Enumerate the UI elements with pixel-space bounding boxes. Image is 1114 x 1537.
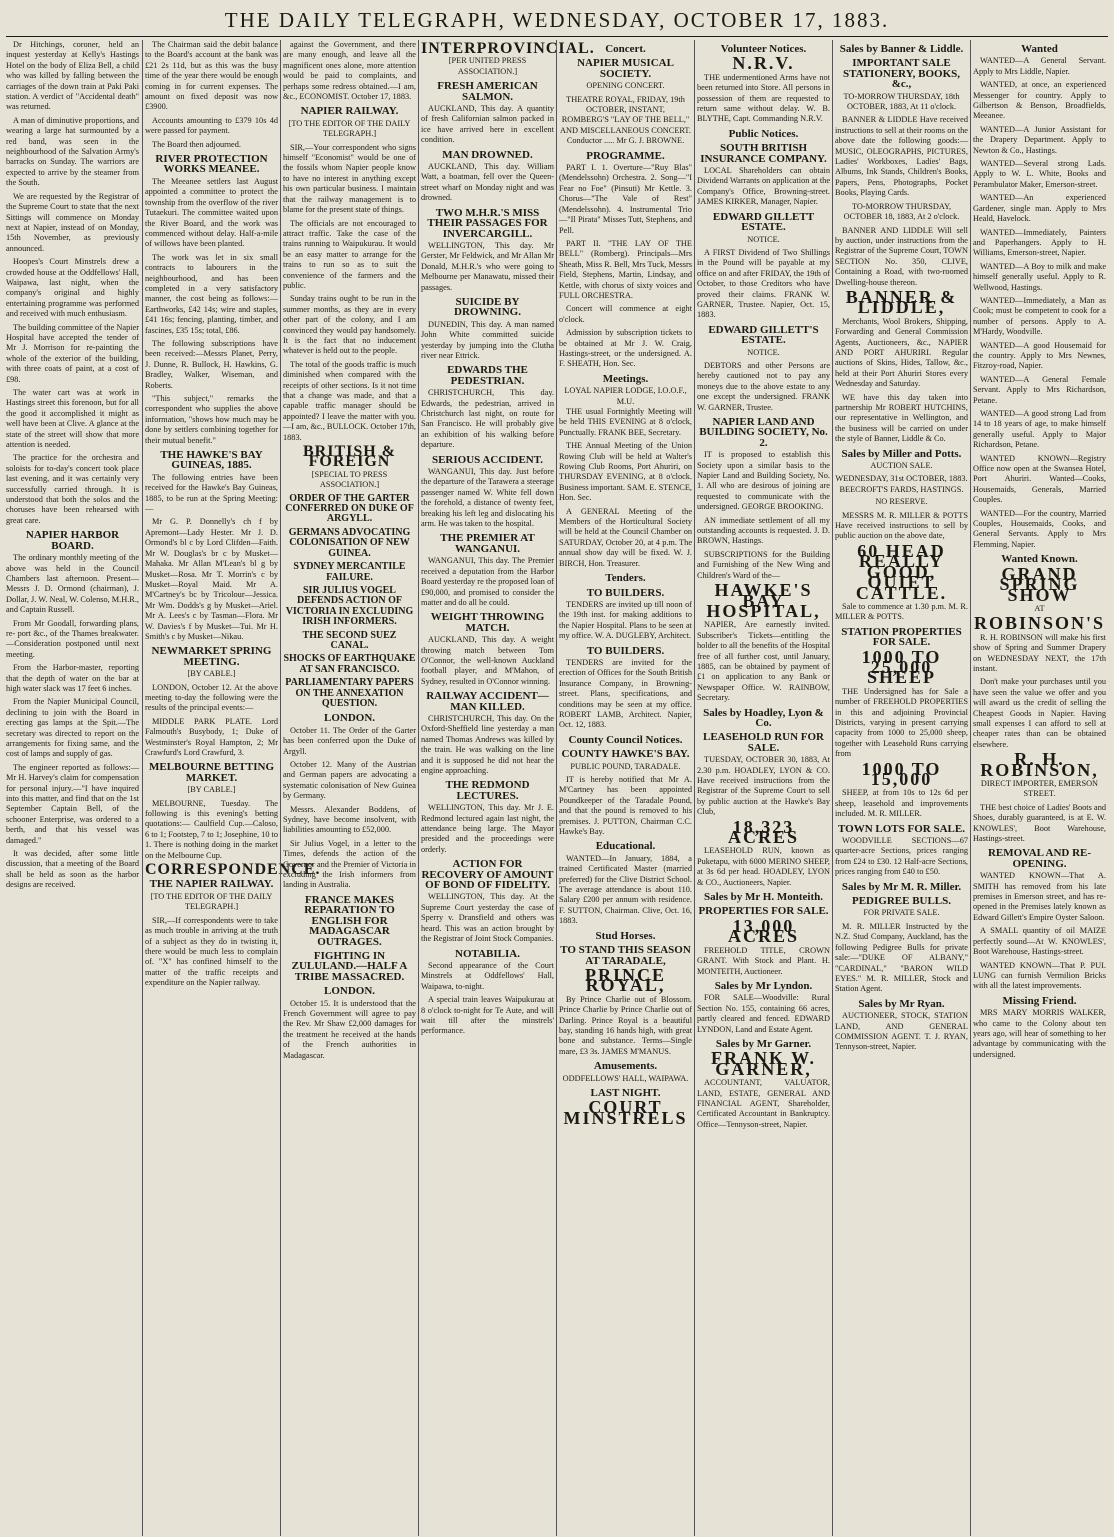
subheading: [SPECIAL TO PRESS ASSOCIATION.] — [311, 469, 388, 490]
column-paragraph: WANTED—A good Housemaid for the country. Apply to Mrs Newnes, Fitzroy-road, Napier. — [973, 340, 1106, 371]
masthead: THE DAILY TELEGRAPH, WEDNESDAY, OCTOBER 17, 1883. — [224, 8, 890, 32]
column-paragraph: WANTED—Immediately, a Man as Cook; must be competent to cook for a number of persons. Apply to A. M'Hardy, Woodville. — [973, 295, 1106, 337]
column-2 — [145, 40, 321, 1536]
column-paragraph: The Board then adjourned. — [152, 139, 241, 149]
subheading: [BY CABLE.] — [187, 785, 236, 795]
column-paragraph: Concert will commence at eight o'clock. — [559, 304, 692, 324]
section-heading: TWO M.H.R.'S MISS THEIR PASSAGES FOR INVERCARGILL. — [427, 206, 548, 240]
column-paragraph: The total of the goods traffic is much diminished when compared with the receipts of other sections. Is it not time that a change was made, and that a capable traffic manager should be appointed? I leave the matter with you.—I am, &c., BULLOCK. October 17th, 1883. — [283, 359, 416, 442]
column-paragraph: Admission by subscription tickets to be obtained at Mr J. W. Craig, Hastings-street, or the undersigned. A. F. SHEATH, Hon. Sec. — [559, 328, 692, 369]
centered-line: BEECROFT'S FARDS, HASTINGS. — [839, 484, 964, 494]
column-paragraph: AUCTIONEER, STOCK, STATION LAND, AND GENERAL COMMISSION AGENT. T. J. RYAN, Tennyson-street, Napier. — [835, 1011, 968, 1052]
display-text: BANNER & LIDDLE, — [845, 286, 958, 318]
section-heading: Amusements. — [593, 1060, 658, 1073]
column-paragraph: Messrs. Alexander Boddens, of Sydney, have become insolvent, with liabilities amounting to £52,000. — [283, 804, 416, 835]
subheading: FOR PRIVATE SALE. — [863, 908, 940, 918]
column-paragraph: TUESDAY, OCTOBER 30, 1883, At 2.30 p.m. HOADLEY, LYON & CO. Have received instructions from the Registrar of the Supreme Court to sell by public auction at the Hawke's Bay Club, — [697, 755, 830, 817]
column-paragraph: WANTED—Immediately, Painters and Paperhangers. Apply to H. Williams, Emerson-street, Napier. — [973, 227, 1106, 258]
display-text: N.R.V. — [732, 53, 795, 74]
column-divider — [694, 40, 695, 1536]
column-paragraph: AUCKLAND, This day. William Watt, a boatman, fell over the Queen-street wharf on Monday night and was drowned. — [421, 162, 554, 203]
subheading: DIRECT IMPORTER, EMERSON STREET. — [980, 779, 1099, 799]
subheading: [TO THE EDITOR OF THE DAILY TELEGRAPH.] — [288, 118, 411, 139]
column-paragraph: WANTED—A General Female Servant. Apply to Mrs Richardson, Petane. — [973, 374, 1106, 405]
subheading: AUCTION SALE. — [870, 461, 933, 471]
column-divider — [970, 40, 971, 1536]
section-heading: Sales by Miller and Potts. — [841, 447, 962, 460]
centered-line: ODDFELLOWS' HALL, WAIPAWA. — [562, 1073, 689, 1083]
column-paragraph: TENDERS are invited for the erection of Offices for the South British Insurance Company, in Browning-street. Plans, specifications, and conditions may be seen at my office. ROBERT LAMB, Architect. Napier, Oct. 12, 1883. — [559, 657, 692, 730]
column-divider — [280, 40, 281, 1536]
section-heading: MELBOURNE BETTING MARKET. — [149, 761, 274, 784]
column-paragraph: Sir Julius Vogel, in a letter to the Times, defends the action of the Governor and the Premier of Victoria in excluding the Irish informers from landing in Australia. — [283, 838, 416, 890]
subheading: PUBLIC POUND, TARADALE. — [570, 761, 681, 771]
banner-heading: BRITISH & FOREIGN — [302, 443, 397, 471]
section-heading: WEIGHT THROWING MATCH. — [430, 611, 545, 634]
column-paragraph: The officials are not encouraged to attract traffic. Take the case of the trains running to Waipukurau. It would be an easy matter to arrange for the trains to run so as to suit the convenience of the farmers and the public. — [283, 218, 416, 290]
section-heading: EDWARD GILLETT ESTATE. — [712, 210, 815, 234]
subheading: NOTICE. — [747, 234, 780, 244]
column-paragraph: October 11. The Order of the Garter has been conferred upon the Duke of Argyll. — [283, 725, 416, 756]
column-paragraph: The practice for the orchestra and soloists for to-day's concert took place last evening, and it was certainly very successfully carried through. It is understood that both the solos and the choruses have been rehearsed with great care. — [6, 453, 139, 525]
display-text: HAWKE'S BAY HOSPITAL, — [706, 580, 821, 621]
column-paragraph: FREEHOLD TITLE, CROWN GRANT. With Stock and Plant. H. MONTEITH, Auctioneer. — [697, 945, 830, 976]
column-paragraph: WANGANUI, This day. The Premier received a deputation from the Harbor Board yesterday re the proposed loan of £90,000, and promised to consider the matter and do all he could. — [421, 556, 554, 607]
section-heading: NOTABILIA. — [455, 947, 520, 960]
column-paragraph: October 12. Many of the Austrian and German papers are advocating a systematic colonisation of New Guinea by Germany. — [283, 760, 416, 801]
centered-line: Conductor ..... Mr G. J. BROWNE. — [566, 136, 685, 146]
section-heading: LAST NIGHT. — [590, 1086, 661, 1099]
display-text: 1000 TO 25,000 SHEEP — [861, 646, 942, 688]
section-heading: NAPIER MUSICAL SOCIETY. — [577, 57, 674, 80]
column-paragraph: From Mr Goodall, forwarding plans, re- port &c., of the Thames breakwater.—Consideration postponed until next meeting. — [6, 618, 139, 659]
display-text: FRANK W. GARNER, — [710, 1048, 816, 1079]
column-paragraph: A special train leaves Waipukurau at 8 o'clock to-night for Te Aute, and will wait till after the minstrels' performance. — [421, 995, 554, 1036]
display-text: ROBINSON'S — [973, 613, 1106, 634]
section-heading: RAILWAY ACCIDENT—MAN KILLED. — [426, 690, 549, 713]
column-paragraph: We are requested by the Registrar of the Supreme Court to state that the next Sittings will commence on Monday next at Napier, instead of on Monday, 15th November, as previously announced. — [6, 191, 139, 253]
section-heading: Wanted — [1021, 43, 1058, 55]
section-heading: SERIOUS ACCIDENT. — [431, 453, 544, 466]
column-paragraph: THE best choice of Ladies' Boots and Shoes, durably guaranteed, is at E. W. KNOWLES', Boot Warehouse, Hastings-street. — [973, 802, 1106, 844]
section-heading: TO BUILDERS. — [586, 644, 665, 657]
column-paragraph: PART I. 1. Overture—"Ruy Blas" (Mendelssohn) Orchestra. 2. Song—"I Fear no Foe" (Pinsuti) Mr Kettle. 3. Chorus—"The Vale of Rest" (Mendelssohn). 4. Instrumental Trio—"Il Pirata" Misses Tutt, Stephens, and Pell. — [559, 163, 692, 235]
column-paragraph: MRS MARY MORRIS WALKER, who came to the Colony about ten years ago, will hear of something to her advantage by communicating with the undersigned. — [973, 1008, 1106, 1059]
column-paragraph: Sunday trains ought to be run in the summer months, as they are in every other part of the colony, and I am convinced they would pay handsomely. It is the fact that no inducement whatever is held out to the people. — [283, 294, 416, 356]
column-divider — [556, 40, 557, 1536]
column-paragraph: AUCKLAND, This day. A weight throwing match between Tom O'Connor, the well-known Auckland football player, and M'Mahon, of Sydney, resulted in O'Connor winning. — [421, 635, 554, 686]
section-heading: Sales by Mr H. Monteith. — [704, 891, 823, 904]
section-heading: FIGHTING IN ZULULAND.—HALF A TRIBE MASSACRED. — [291, 949, 408, 983]
section-heading: EDWARDS THE PEDESTRIAN. — [447, 364, 528, 387]
section-heading: STATION PROPERTIES FOR SALE. — [841, 625, 962, 649]
section-heading: FRESH AMERICAN SALMON. — [437, 80, 538, 103]
section-heading: NAPIER LAND AND BUILDING SOCIETY, No. 2. — [699, 416, 828, 449]
column-7 — [835, 40, 968, 1536]
column-paragraph: DEBTORS and other Persons are hereby cautioned not to pay any moneys due to the above estate to any one except the undersigned. FRANK W. GARNER, Trustee. — [697, 360, 830, 412]
column-paragraph: A GENERAL Meeting of the Members of the Horticultural Society will be held at the Council Chamber on SATURDAY, October 20, at 4 p.m. The annual show day will be fixed. W. J. BIRCH, Hon. Treasurer. — [559, 506, 692, 568]
column-paragraph: AN immediate settlement of all my outstanding accounts is requested. J. D. BROWN, Hastings. — [697, 515, 830, 546]
column-paragraph: Second appearance of the Court Minstrels at Oddfellows' Hall, Waipawa, to-night. — [421, 960, 554, 991]
section-heading: COUNTY HAWKE'S BAY. — [561, 748, 690, 761]
banner-heading: INTERPROVINCIAL. — [421, 40, 595, 57]
column-paragraph: WANTED—A Boy to milk and make himself generally useful. Apply to R. Wellwood, Hastings. — [973, 261, 1106, 292]
column-paragraph: Sale to commence at 1.30 p.m. M. R. MILLER & POTTS. — [835, 601, 968, 622]
column-paragraph: Don't make your purchases until you have seen the value we offer and you will award us the credit of selling the Cheapest Goods in Napier. Having small expenses I can afford to sell at cheaper rates than can be obtained elsewhere. — [973, 677, 1106, 749]
section-heading: TOWN LOTS FOR SALE. — [838, 822, 965, 835]
display-text: 13,000 ACRES — [727, 915, 799, 947]
section-heading: Sales by Mr Lyndon. — [714, 979, 813, 992]
column-paragraph: The Meeanee settlers last August appointed a committee to protect the township from the overflow of the river Tutaekuri. The committee waited upon the River Board, and the work was commenced without delay. Half-a-mile of willows have been planted. — [145, 176, 278, 249]
display-text: PRINCE ROYAL, — [584, 964, 666, 996]
column-divider — [832, 40, 833, 1536]
column-paragraph: A FIRST Dividend of Two Shillings in the Pound will be payable at my office on and after FRIDAY, the 19th of October, to those Creditors who have proved their claims. FRANK W. GARNER, Trustee. Napier, Oct. 15, 1883. — [697, 247, 830, 320]
display-text: COURT MINSTRELS — [563, 1097, 688, 1128]
column-paragraph: The work was let in six small contracts to labourers in the neighbourhood, and has been completed in a very satisfactory manner, the cost being as follows:—Earthworks, £42 14s; wire and staples, £41 16s; fencing, planting, timber, and fascines, £35 15s; total, £86. — [145, 252, 278, 335]
column-5 — [559, 40, 692, 1536]
column-8 — [973, 40, 1106, 1536]
column-paragraph: Dr Hitchings, coroner, held an inquest yesterday at Kelly's Hastings Hotel on the body of Eliza Bell, a child who was killed by falling between the carriages of the down train at Paki Paki station. A verdict of "Accidental death" was returned. — [6, 40, 139, 112]
column-paragraph: SUBSCRIPTIONS for the Building and Furnishing of the New Wing and Children's Ward of the— — [697, 549, 830, 580]
centered-line: ROMBERG'S "LAY OF THE BELL," AND MISCELLANEOUS CONCERT. — [560, 115, 691, 135]
section-heading: EDWARD GILLETT'S ESTATE. — [708, 323, 819, 347]
display-text: R. H. ROBINSON, — [980, 749, 1099, 780]
column-paragraph: LEASEHOLD RUN, known as Puketapu, with 6000 MERINO SHEEP, at 3s 6d per head. HOADLEY, LYON & CO., Auctioneers, Napier. — [697, 846, 830, 887]
column-paragraph: SHEEP, at from 10s to 12s 6d per sheep, leasehold and improvements included. M. R. MILLER. — [835, 788, 968, 819]
headline-caption: PARLIAMENTARY PAPERS ON THE ANNEXATION QUESTION. — [285, 677, 414, 709]
column-paragraph: THE Annual Meeting of the Union Rowing Club will be held at Walter's Rowing Club Rooms, Port Ahuriri, on THURSDAY EVENING, at 8 o'clock. Business important. SAM. E. STENCE, Hon. Sec. — [559, 441, 692, 503]
column-paragraph: IT is proposed to establish this Society upon a similar basis to the Napier Land and Building Society, No. 1. All who are desirous of joining are requested to communicate with the undersigned. GEORGE BROOKING. — [697, 450, 830, 512]
column-paragraph: PART II. "THE LAY OF THE BELL" (Romberg). Principals—Mrs Sheath, Miss R. Bell, Mrs Tuck, Messrs Field, Stephens, Martin, Lindsay, and Kettle, with chorus of sixty voices and FULL ORCHESTRA. — [559, 238, 692, 300]
section-heading: SOUTH BRITISH INSURANCE COMPANY. — [700, 142, 827, 165]
column-paragraph: MIDDLE PARK PLATE. Lord Falmouth's Busybody, 1; Duke of Westminster's Royal Hampton, 2; Mr Crawfurd's Lord Crawfurd, 3. — [145, 716, 278, 757]
section-heading: LONDON. — [323, 985, 376, 998]
section-heading: PEDIGREE BULLS. — [851, 895, 952, 908]
column-paragraph: TENDERS are invited up till noon of the 19th inst. for making additions to the Napier Hospital. Plans to be seen at my office. W. A. DUGLEBY, Architect. — [559, 599, 692, 641]
column-3 — [283, 40, 416, 1536]
banner-heading: CORRESPONDENCE. — [145, 861, 321, 879]
column-paragraph: A SMALL quantity of oil MAIZE perfectly sound—At W. KNOWLES', Boot Warehouse, Hastings-street. — [973, 926, 1106, 957]
column-paragraph: WANTED—In January, 1884, a trained Certificated Master (married preferred) for the Clive District School. The average attendance is about 110. Salary £200 per annum with residence. F. SUTTON, Chairman. Clive, Oct. 16, 1883. — [559, 853, 692, 926]
column-paragraph: M. R. MILLER Instructed by the N.Z. Stud Company, Auckland, has the following Pedigree Bulls for private sale:—"DUKE OF ALBANY," "CARDINAL," "BARON WILD EYES." M. R. MILLER, Stock and Station Agent. — [835, 921, 968, 994]
section-heading: LEASEHOLD RUN FOR SALE. — [702, 731, 825, 754]
column-paragraph: From the Harbor-master, reporting that the depth of water on the bar at high water slack was 17 feet 6 inches. — [6, 663, 139, 693]
section-heading: Sales by Mr Ryan. — [858, 997, 945, 1010]
section-heading: Concert. — [605, 43, 646, 55]
section-heading: MAN DROWNED. — [442, 148, 533, 161]
column-paragraph: It was decided, after some little discussion, that a meeting of the Board shall be held as soon as the harbor designs are received. — [6, 849, 139, 890]
column-paragraph: CHRISTCHURCH, This day. On the Oxford-Sheffield line yesterday a man named Thomas Andrews was killed by the train. He was walking on the line and it is supposed he did not hear the engine approaching. — [421, 713, 554, 775]
column-paragraph: WANTED—A good strong Lad from 14 to 18 years of age, to make himself generally useful. Apply to Major Richardson, Petane. — [973, 409, 1106, 450]
section-heading: FRANCE MAKES REPARATION TO ENGLISH FOR MADAGASCAR OUTRAGES. — [304, 893, 395, 948]
subheading: [TO THE EDITOR OF THE DAILY TELEGRAPH.] — [150, 891, 273, 912]
column-4 — [421, 40, 595, 1536]
column-paragraph: NAPIER, Are earnestly invited. Subscriber's Tickets—entitling the holder to all the benefits of the Hospital free of all further cost, until January, 1885, can be obtained by payment of £1 on application to any Bank or Newspaper Office. W. RAINBOW, Secretary. — [697, 620, 830, 703]
column-paragraph: WANTED—A Junior Assistant for the Drapery Department. Apply to Newton & Co., Hastings. — [973, 124, 1106, 155]
section-heading: ACTION FOR RECOVERY OF AMOUNT OF BOND OF FIDELITY. — [421, 858, 554, 892]
column-paragraph: WANTED, at once, an experienced Messenger for country. Apply to Gilbertson & Benson, Broadfields, Meeanee. — [973, 80, 1106, 121]
section-heading: LONDON. — [323, 712, 376, 725]
column-divider — [418, 40, 419, 1536]
column-paragraph: WOODVILLE SECTIONS—67 quarter-acre Sections, prices ranging from £24 to £30. 12 Half-acre Sections, prices ranging from £40 to £50. — [835, 836, 968, 877]
column-paragraph: AUCKLAND, This day. A quantity of fresh Californian salmon packed in ice have arrived here in excellent condition. — [421, 104, 554, 145]
column-paragraph: From the Napier Municipal Council, declining to join with the Board in erecting gas lamps at the Spit.—The secretary was directed to report on the arrangements for fixing same, and the cost of lamps and supply of gas. — [6, 697, 139, 759]
headline-caption: GERMANS ADVOCATING COLONISATION OF NEW GUINEA. — [288, 526, 411, 559]
section-heading: PROPERTIES FOR SALE. — [698, 905, 829, 918]
subheading: TO-MORROW THURSDAY, OCTOBER 18, 1883, At 2 o'clock. — [843, 201, 960, 222]
section-heading: Sales by Banner & Liddle. — [839, 43, 964, 55]
section-heading: SUICIDE BY DROWNING. — [454, 295, 521, 319]
centered-line: THEATRE ROYAL, FRIDAY, 19th OCTOBER, INSTANT, — [566, 94, 685, 115]
column-paragraph: The engineer reported as follows:—Mr H. Harvey's claim for compensation for personal injury.—"I have inquired into this matter, and find that on the 1st September Captain Bell, of the schooner Enterprise, was ordered to a berth, and that his vessel was damaged." — [6, 762, 139, 845]
column-paragraph: Accounts amounting to £379 10s 4d were passed for payment. — [145, 115, 278, 136]
section-heading: THE NAPIER RAILWAY. — [149, 878, 274, 891]
centered-line: LOYAL NAPIER LODGE, I.O.O.F., M.U. — [564, 386, 687, 406]
column-paragraph: Hoopes's Court Minstrels drew a crowded house at the Oddfellows' Hall, Waipawa, last night, when the company's original and highly entertaining programme was performed and received with much enthusiasm. — [6, 257, 139, 319]
column-paragraph: R. H. ROBINSON will make his first show of Spring and Summer Drapery on WEDNESDAY NEXT, the 17th instant. — [973, 632, 1106, 673]
column-paragraph: CHRISTCHURCH, This day. Edwards, the pedestrian, arrived in Christchurch last night, on route for San Francisco. He will probably give an exhibition of his walking before departure. — [421, 388, 554, 450]
column-paragraph: WANGANUI, This day. Just before the departure of the Tarawera a steerage passenger named W. White fell down the forehold, a distance of twenty feet, breaking his left leg and dislocating his arm. He was taken to the hospital. — [421, 467, 554, 529]
section-heading: TO BUILDERS. — [586, 586, 665, 599]
section-heading: IMPORTANT SALE STATIONERY, BOOKS, &c., — [842, 57, 961, 91]
masthead-rule — [6, 36, 1108, 37]
column-paragraph: The Chairman said the debit balance to the Board's account at the bank was £21 2s 11d, but as this was the busy time of the year there would be enough coming in for current expenses. The amount on fixed deposit was now £3900. — [145, 40, 278, 112]
section-heading: Stud Horses. — [595, 929, 656, 942]
column-paragraph: By Prince Charlie out of Blossom. Prince Charlie by Prince Charlie out of Darling. Prince Royal is a beautiful bay, standing 16 hands high, with great bone and substance. Terms—Single mare, £3 3s. JAMES M'MANUS. — [559, 994, 692, 1056]
section-heading: Tenders. — [605, 572, 646, 585]
section-heading: TO STAND THIS SEASON AT TARADALE, — [560, 944, 691, 967]
subheading: NO RESERVE. — [875, 497, 928, 507]
subheading: AT — [1034, 603, 1045, 613]
section-heading: RIVER PROTECTION WORKS MEANEE. — [155, 153, 268, 176]
subheading: OPENING CONCERT. — [586, 81, 665, 91]
section-heading: Sales by Mr M. R. Miller. — [841, 880, 962, 893]
section-heading: Sales by Hoadley, Lyon & Co. — [703, 706, 824, 729]
column-divider — [142, 40, 143, 1536]
section-heading: County Council Notices. — [568, 733, 683, 746]
column-paragraph: Merchants, Wool Brokers, Shipping, Forwarding and General Commission Agents, Auctioneers, &c., NAPIER AND PORT AHURIRI. Regular auctions of Skins, Hides, Tallow, &c., held at their Port Ahuriri Stores every Wednesday and Saturday. — [835, 316, 968, 389]
section-heading: Educational. — [595, 840, 656, 853]
column-paragraph: FOR SALE—Woodville: Rural Section No. 155, containing 66 acres, partly cleared and fenced. EDWARD LYNDON, Land and Estate Agent. — [697, 993, 830, 1034]
column-paragraph: BANNER & LIDDLE Have received instructions to sell at their rooms on the above date the following goods:—MUSIC, OLEOGRAPHS, PICTURES, Ladies' Workboxes, Ladies' Bags, Albums, Ink Stands, Children's Books, Papers, Pens, Photographs, Pocket Books, Playing Cards. — [835, 115, 968, 198]
section-heading: NAPIER RAILWAY. — [300, 105, 399, 118]
column-paragraph: WANTED KNOWN—Registry Office now open at the Swansea Hotel, Port Ahuriri. Wanted—Cooks, Housemaids, Generals, Married Couples. — [973, 453, 1106, 505]
section-heading: Public Notices. — [728, 127, 799, 140]
headline-caption: SYDNEY MERCANTILE FAILURE. — [293, 561, 406, 583]
headline-caption: SHOCKS OF EARTHQUAKE AT SAN FRANCISCO. — [283, 653, 416, 675]
column-paragraph: The ordinary monthly meeting of the above was held in the Council Chambers last afternoon. Present—Messrs J. D. Ormond (chairman), J. Dollar, J. W. Neal, W. Colenso, M.H.R., and Captain Russell. — [6, 553, 139, 615]
column-paragraph: The following entries have been received for the Hawke's Bay Guineas, 1885, to be run at the Spring Meeting:— — [145, 472, 278, 514]
column-paragraph: "This subject," remarks the correspondent who supplies the above information, "shows how much may be done by settlers combining together for their mutual benefit." — [145, 394, 278, 445]
display-text: 1000 TO 15,000 — [861, 758, 942, 789]
column-paragraph: DUNEDIN, This day. A man named John White committed suicide yesterday by jumping into the Clutha river near Ettrick. — [421, 319, 554, 360]
display-text: 18,323 ACRES — [727, 816, 799, 848]
column-paragraph: The water cart was at work in Hastings street this forenoon, but for all the good it accomplished it might as well have been at Clive. A glance at the state of the street will show that more attention is needed. — [6, 388, 139, 450]
column-paragraph: WANTED—For the country, Married Couples, Housemaids, Cooks, and General Servants. Apply to Mrs Flemming, Napier. — [973, 508, 1106, 549]
display-text: 60 HEAD REALLY GOOD, QUIET CATTLE. — [855, 540, 948, 603]
headline-caption: SIR JULIUS VOGEL DEFENDS ACTION OF VICTORIA IN EXCLUDING IRISH INFORMERS. — [285, 584, 414, 628]
section-heading: NAPIER HARBOR BOARD. — [25, 529, 120, 552]
column-paragraph: THE undermentioned Arms have not been returned into Store. All persons in possession of them are requested to return same without delay. W. B. BLYTHE, Capt. Commanding N.R.V. — [697, 72, 830, 124]
column-paragraph: WANTED KNOWN—That A. SMITH has removed from his late premises in Emerson street, and has re-opened in the Premises lately known as Edward Gillett's Empire Oyster Saloon. — [973, 871, 1106, 922]
column-paragraph: WANTED—A General Servant. Apply to Mrs Liddle, Napier. — [973, 56, 1106, 76]
subheading: NOTICE. — [747, 347, 780, 357]
column-paragraph: The building committee of the Napier Hospital have accepted the tender of Mr J. Morrison for re-painting the whole of the exterior of the building, with three coats of paint, at a cost of £98. — [6, 322, 139, 384]
column-paragraph: A man of diminutive proportions, and wearing a large hat surmounted by a red band, was seen in the neighbourhood of the Salvation Army's barracks on Sunday. The warriors are expected to arrive by the steamer from the South. — [6, 115, 139, 188]
column-paragraph: MELBOURNE, Tuesday. The following is this evening's betting quotations:— Caulfield Cup.—Caloso, 6 to 1; Footstep, 7 to 1; Josephine, 10 to 1. There is nothing doing in the market on the Melbourne Cup. — [145, 798, 278, 860]
subheading: TO-MORROW THURSDAY, 18th OCTOBER, 1883, At 11 o'clock. — [843, 91, 960, 112]
section-heading: Volunteer Notices. — [720, 43, 807, 55]
section-heading: Meetings. — [602, 372, 649, 385]
headline-caption: THE SECOND SUEZ CANAL. — [302, 629, 397, 651]
column-paragraph: THE Undersigned has for Sale a number of FREEHOLD PROPERTIES in this and adjoining Provincial Districts, varying in present carrying capacity from 1000 to 25,000 sheep, together with Leasehold Runs carrying from — [835, 686, 968, 759]
section-heading: THE REDMOND LECTURES. — [445, 779, 530, 802]
section-heading: NEWMARKET SPRING MEETING. — [151, 645, 272, 668]
subheading: [PER UNITED PRESS ASSOCIATION.] — [448, 56, 527, 76]
headline-caption: ORDER OF THE GARTER CONFERRED ON DUKE OF ARGYLL. — [285, 492, 414, 525]
centered-line: WEDNESDAY, 31st OCTOBER, 1883. — [835, 474, 968, 484]
column-paragraph: MESSRS M. R. MILLER & POTTS Have received instructions to sell by public auction on the above date, — [835, 510, 968, 541]
section-heading: PROGRAMME. — [586, 149, 665, 162]
column-paragraph: IT is hereby notified that Mr A. M'Cartney has been appointed Poundkeeper of the Taradale Pound, and that the pound is removed to his premises. J. PUTTON, Chairman C.C. Hawke's Bay. — [559, 775, 692, 837]
display-text: GRAND SPRING SHOW — [999, 563, 1080, 605]
column-paragraph: LONDON, October 12. At the above meeting to-day the following were the results of the principal events:— — [145, 682, 278, 713]
column-paragraph: against the Government, and there are many enough, and leave all the magnificent ones alone, more attention would be paid to complaints, and perhaps some redress obtained.—I am, &c., ECONOMIST. October 17, 1883. — [283, 40, 416, 102]
column-paragraph: WE have this day taken into partnership Mr ROBERT HUTCHINS, our representative in Wellington, and the business will be carried on under the style of Banner, Liddle & Co. — [835, 392, 968, 444]
column-paragraph: WELLINGTON, This day. At the Supreme Court yesterday the case of Sperry v. Dransfield and others was heard. This was an action brought by the Registrar of Joint Stock Companies. — [421, 892, 554, 944]
column-paragraph: SIR,—Your correspondent who signs himself "Economist" would be one of the fossils whom Napier people know to have no interest in anything except his own particular business. I maintain that the railway management is to blame for the present state of things. — [283, 142, 416, 215]
section-heading: THE HAWKE'S BAY GUINEAS, 1885. — [160, 449, 263, 472]
section-heading: THE PREMIER AT WANGANUI. — [440, 532, 535, 555]
section-heading: Sales by Mr Garner. — [715, 1037, 812, 1050]
column-6 — [697, 40, 830, 1536]
column-paragraph: BANNER AND LIDDLE Will sell by auction, under instructions from the Registrar of the Supreme Court, TOWN SECTION No. 350, CLIVE, Containing a Road, with two-roomed Dwelling-house thereon. — [835, 225, 968, 287]
column-paragraph: THE usual Fortnightly Meeting will be held THIS EVENING at 8 o'clock, Punctually. FRANK BEE, Secretary. — [559, 407, 692, 437]
column-paragraph: October 15. It is understood that the French Government will agree to pay the Rev. Mr Shaw £2,000 damages for the treatment he received at the hands of the French authorities in Madagascar. — [283, 998, 416, 1060]
column-paragraph: LOCAL Shareholders can obtain Dividend Warrants on application at the Company's Office, Browning-street. JAMES KIRKER, Manager, Napier. — [697, 166, 830, 207]
section-heading: REMOVAL AND RE-OPENING. — [987, 847, 1092, 870]
column-paragraph: WANTED KNOWN—That P. PUI. LUNG can furnish Vermilion Bricks with all the latest improvements. — [973, 960, 1106, 991]
column-1 — [6, 40, 139, 1536]
column-paragraph: ACCOUNTANT, VALUATOR, LAND, ESTATE, GENERAL AND FINANCIAL AGENT, Shareholder, Certificated Accountant in Bankruptcy. Office—Tennyson-street, Napier. — [697, 1078, 830, 1129]
column-paragraph: WELLINGTON, This day. Mr J. E. Redmond lectured again last night, the attendance being large. The Mayor presided and the proceedings were orderly. — [421, 803, 554, 854]
section-heading: Missing Friend. — [1002, 994, 1077, 1007]
column-paragraph: Mr G. P. Donnelly's ch f by Apremont—Lady Hester. Mr J. D. Ormond's bl c by Lord Clifden—Faith. Mr W. Douglas's br c by Musket—Mahaka. Mr Allan M'Lean's bl g by Musket—Rosa. Mr T. Morrin's c by Musket—Royal Maid. Mr A. M'Cartney's bc by Tricolour—Jessica. Mr Wm. Dodds's g by Musket—Ariel. Mr A. Lees's c by Tasman—Flora. Mr W. Davies's f by Musket—Tui. Mr H. Smith's c by Musket—Nikau. — [145, 517, 278, 641]
column-paragraph: The following subscriptions have been received:—Messrs Planet, Perry, J. Dunne, R. Bullock, H. Hawkins, G. Bradley, Walker, Wiseman, and Roberts. — [145, 338, 278, 390]
section-heading: Wanted Known. — [1001, 553, 1078, 566]
column-paragraph: SIR,—If correspondents were to take as much trouble in arriving at the truth of a subject as they do in twisting it, there would be much less to complain of. "X" has confined himself to the matter of the traffic receipts and expenditure on the Napier railway. — [145, 915, 278, 988]
subheading: [BY CABLE.] — [187, 669, 236, 679]
column-paragraph: WELLINGTON, This day. Mr Gerster, Mr Feldwick, and Mr Allan Mr Donald, M.H.R.'s who were going to Melbourne per Manawatu, missed their passages. — [421, 240, 554, 292]
column-paragraph: WANTED—An experienced Gardener, single man. Apply to Mrs Heald, Havelock. — [973, 193, 1106, 224]
column-paragraph: WANTED—Several strong Lads. Apply to W. L. White, Books and Perambulator Maker, Emerson-street. — [973, 159, 1106, 189]
